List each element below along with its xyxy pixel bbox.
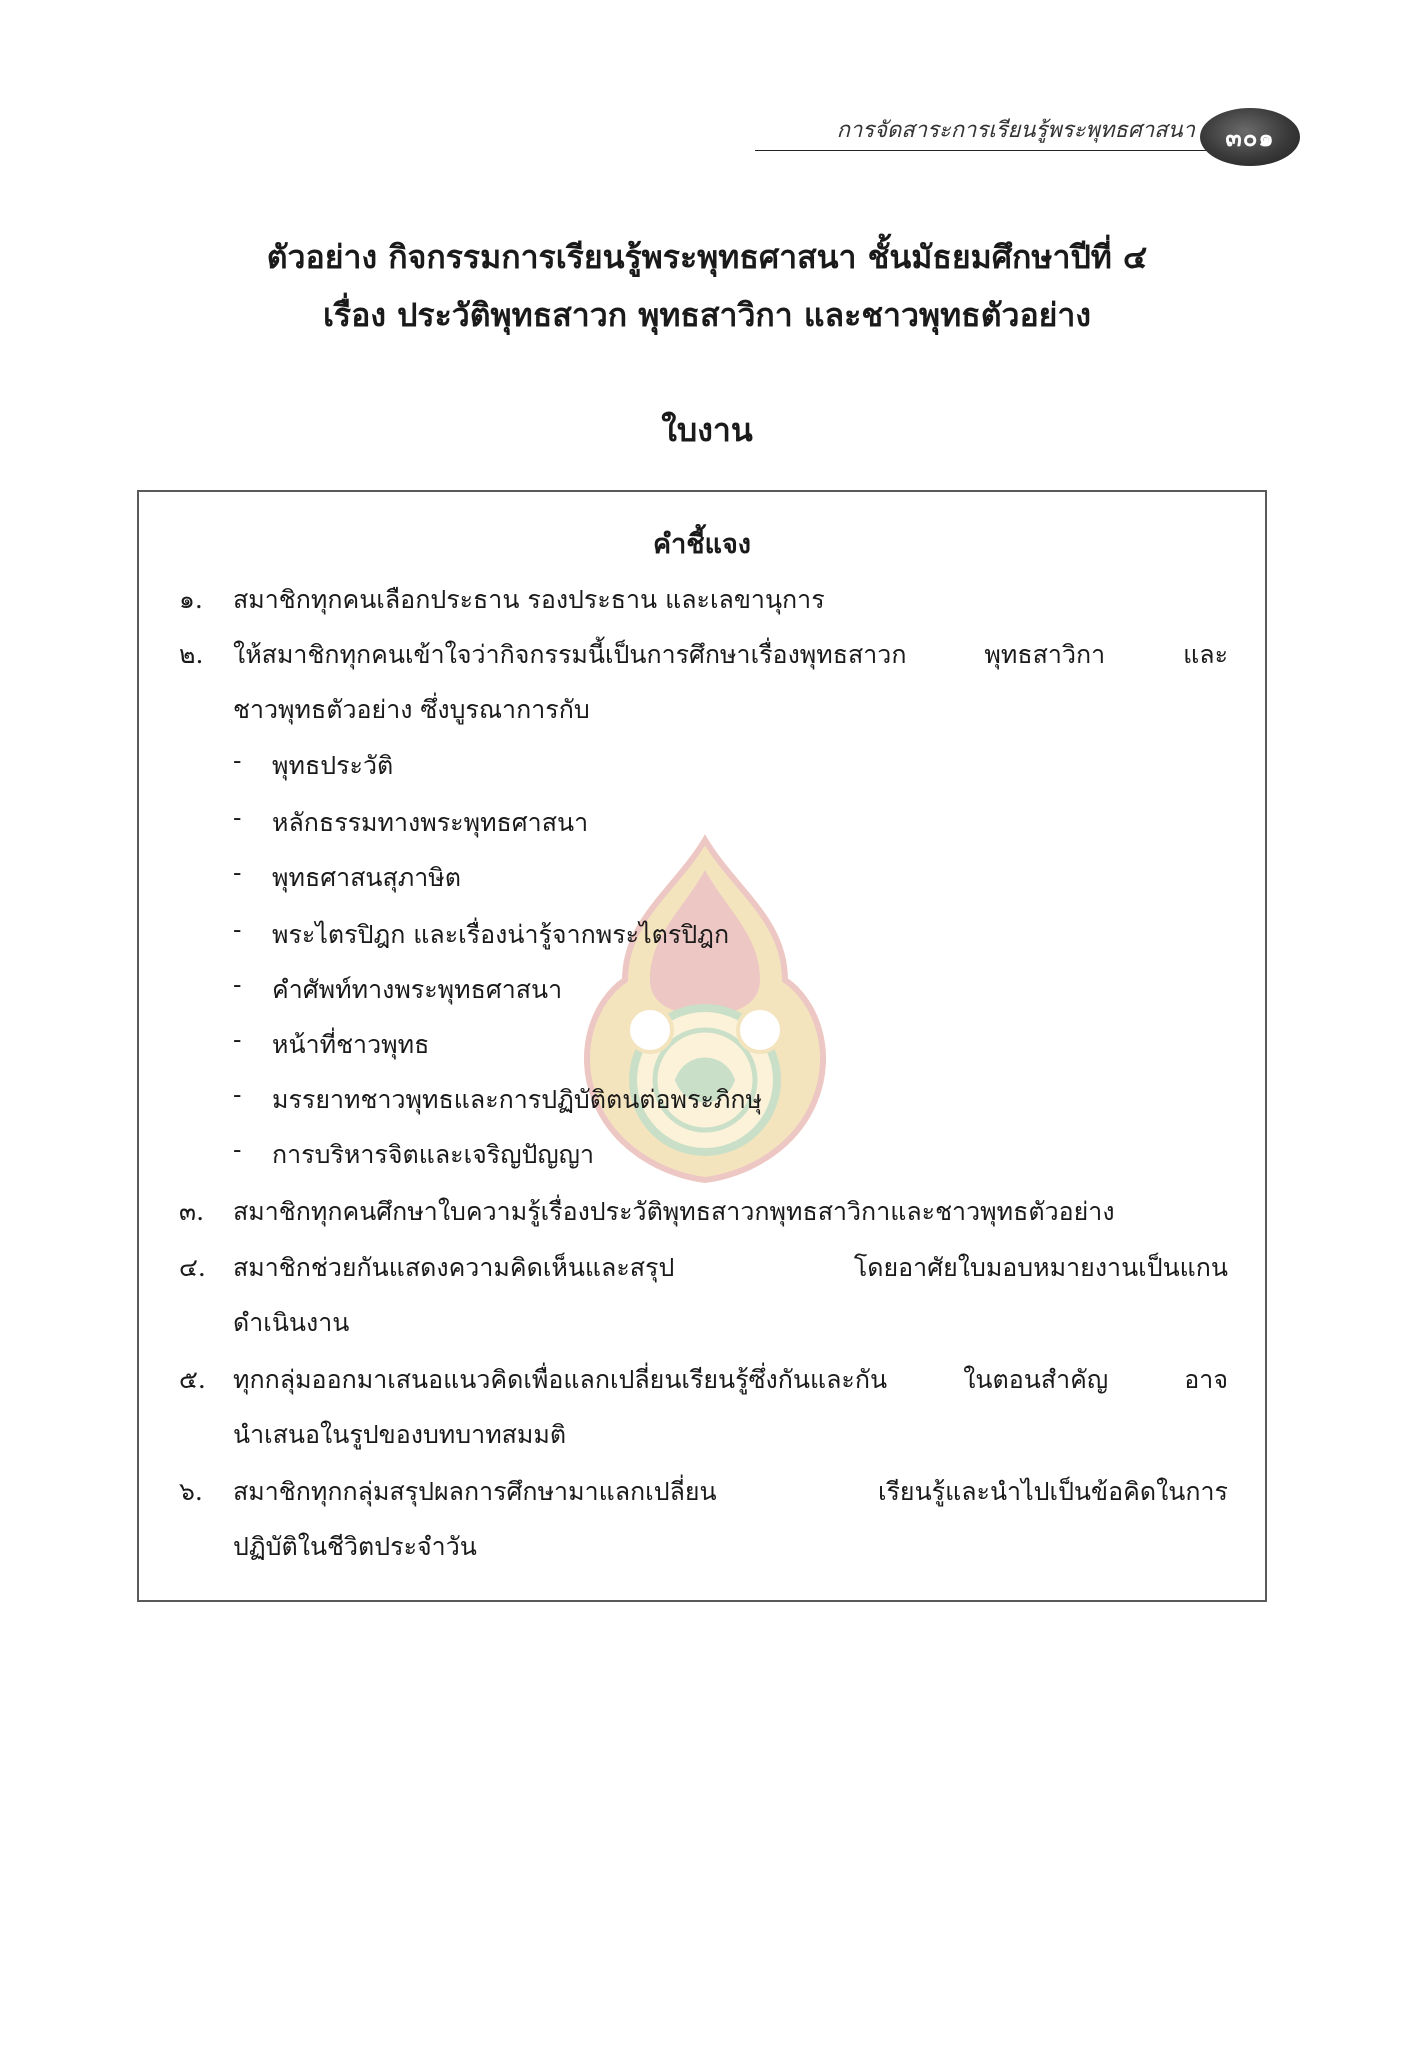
item-number: ๖. [179,1477,203,1506]
page-number-badge: ๓๐๑ [1200,108,1300,166]
subtopic-text: หลักธรรมทางพระพุทธศาสนา [272,808,589,837]
header-rule [755,150,1260,151]
item-text: สมาชิกช่วยกันแสดงความคิดเห็นและสรุป โดยอาศัยใบมอบหมายงานเป็นแกน [233,1253,1228,1282]
bullet-mark: - [233,915,242,944]
bullet-mark: - [233,858,242,887]
item-text: สมาชิกทุกคนเลือกประธาน รองประธาน และเลขานุการ [233,585,825,614]
item-number: ๒. [179,640,204,669]
running-header [745,108,1300,168]
item-text: สมาชิกทุกกลุ่มสรุปผลการศึกษามาแลกเปลี่ยน เรียนรู้และนำไปเป็นข้อคิดในการ [233,1477,1228,1506]
item-number: ๑. [179,585,203,614]
instructions-heading: คำชี้แจง [653,529,751,560]
worksheet-label: ใบงาน [661,411,753,449]
item-number: ๓. [179,1197,205,1226]
bullet-mark: - [233,1025,242,1054]
bullet-mark: - [233,746,242,775]
bullet-mark: - [233,970,242,999]
item-text: ชาวพุทธตัวอย่าง ซึ่งบูรณาการกับ [233,695,590,724]
item-number: ๔. [179,1253,206,1282]
subtopic-text: คำศัพท์ทางพระพุทธศาสนา [272,975,563,1004]
subtopic-text: พุทธศาสนสุภาษิต [272,863,461,892]
item-text: สมาชิกทุกคนศึกษาใบความรู้เรื่องประวัติพุทธสาวกพุทธสาวิกาและชาวพุทธตัวอย่าง [233,1197,1115,1226]
bullet-mark: - [233,1135,242,1164]
item-text: นำเสนอในรูปของบทบาทสมมติ [233,1420,567,1449]
bullet-mark: - [233,1080,242,1109]
bullet-mark: - [233,803,242,832]
item-text: ให้สมาชิกทุกคนเข้าใจว่ากิจกรรมนี้เป็นการศึกษาเรื่องพุทธสาวก พุทธสาวิกา และ [233,640,1228,669]
item-text: ทุกกลุ่มออกมาเสนอแนวคิดเพื่อแลกเปลี่ยนเรียนรู้ซึ่งกันและกัน ในตอนสำคัญ อาจ [233,1365,1228,1394]
subtopic-text: มรรยาทชาวพุทธและการปฏิบัติตนต่อพระภิกษุ [272,1085,762,1114]
running-title: การจัดสาระการเรียนรู้พระพุทธศาสนา [836,118,1195,143]
item-text: ดำเนินงาน [233,1308,350,1337]
subtopic-text: พุทธประวัติ [272,751,394,780]
page-title: ตัวอย่าง กิจกรรมการเรียนรู้พระพุทธศาสนา ชั้นมัธยมศึกษาปีที่ ๔ [266,238,1148,276]
subtopic-text: พระไตรปิฎก และเรื่องน่ารู้จากพระไตรปิฎก [272,920,730,949]
item-number: ๕. [179,1365,206,1394]
page-subtitle: เรื่อง ประวัติพุทธสาวก พุทธสาวิกา และชาวพุทธตัวอย่าง [322,296,1092,334]
instructions-box [137,490,1267,1602]
subtopic-text: การบริหารจิตและเจริญปัญญา [272,1140,595,1169]
subtopic-text: หน้าที่ชาวพุทธ [272,1030,430,1059]
item-text: ปฏิบัติในชีวิตประจำวัน [233,1532,477,1561]
